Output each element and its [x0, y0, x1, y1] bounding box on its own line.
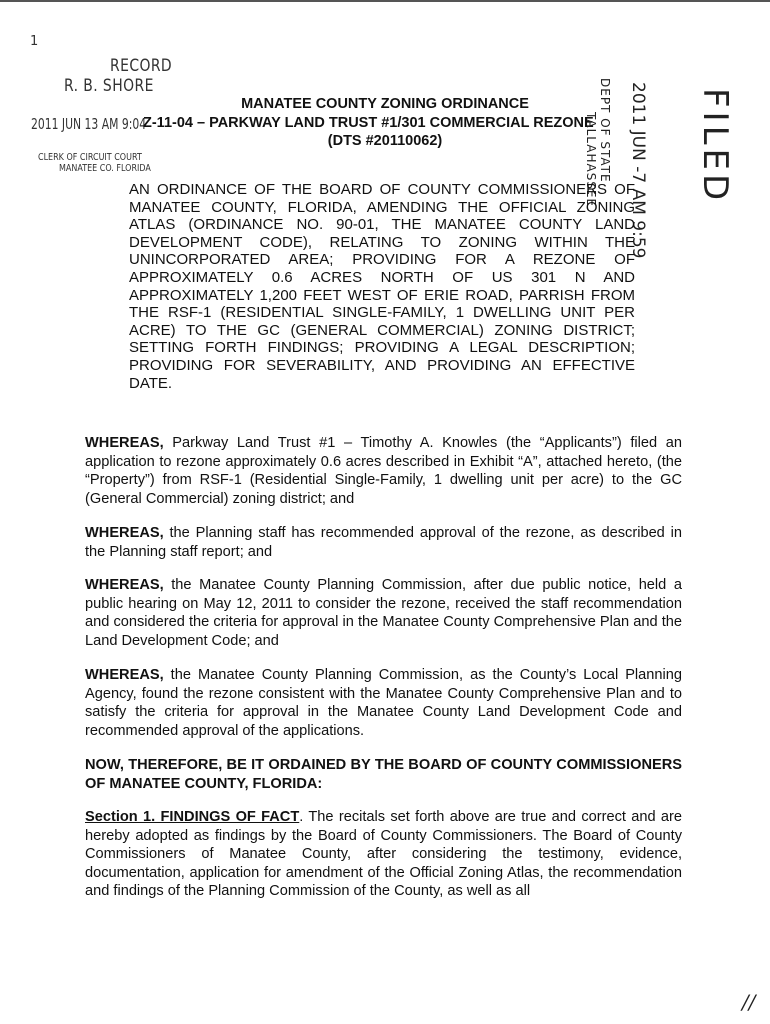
ordinance-title: MANATEE COUNTY ZONING ORDINANCE — [241, 96, 529, 112]
whereas-text: Parkway Land Trust #1 – Timothy A. Knowles (the “Applicants”) filed an application to rezone approximately 0.6 acres described in Exhibit “A”, attached hereto, (the “Property”) from RSF-1 (Residential Single-Family, 1 dwelling unit per acre) to the GC (General Commercial) zoning district; and — [85, 435, 682, 507]
whereas-paragraph-2 — [85, 524, 682, 561]
ordinance-number: Z-11-04 – PARKWAY LAND TRUST #1/301 COMMERCIAL REZONE — [143, 115, 594, 131]
whereas-paragraph-4 — [85, 666, 682, 740]
margin-mark: 1 — [30, 34, 39, 49]
whereas-lead: WHEREAS, — [85, 667, 164, 683]
clerk-court-stamp: CLERK OF CIRCUIT COURT — [38, 152, 142, 163]
dept-of-state-stamp: DEPT OF STATE — [598, 78, 612, 183]
whereas-text: the Planning staff has recommended approval of the rezone, as described in the Planning staff report; and — [85, 525, 682, 560]
page-top-edge — [0, 0, 770, 2]
dts-number: (DTS #20110062) — [327, 133, 443, 149]
whereas-lead: WHEREAS, — [85, 435, 164, 451]
filed-date-stamp: 2011 JUN -7 AM 9:59 — [628, 82, 648, 259]
ordinance-caption: AN ORDINANCE OF THE BOARD OF COUNTY COMMISSIONERS OF MANATEE COUNTY, FLORIDA, AMENDING THE OFFICIAL ZONING ATLAS (ORDINANCE NO. 90-01, THE MANATEE COUNTY LAND DEVELOPMENT CODE), RELATING TO ZONING WITHIN THE UNINCORPORATED AREA; PROVIDING FOR A REZONE OF APPROXIMATELY 0.6 ACRES NORTH OF US 301 N AND APPROXIMATELY 1,200 FEET WEST OF ERIE ROAD, PARRISH FROM THE RSF-1 (RESIDENTIAL SINGLE-FAMILY, 1 DWELLING UNIT PER ACRE) TO THE GC (GENERAL COMMERCIAL) ZONING DISTRICT; SETTING FORTH FINDINGS; PROVIDING A LEGAL DESCRIPTION; PROVIDING FOR SEVERABILITY, AND PROVIDING AN EFFECTIVE DATE. — [129, 181, 635, 392]
whereas-lead: WHEREAS, — [85, 525, 164, 541]
handwritten-page-mark: // — [742, 990, 756, 1014]
ordained-clause: NOW, THEREFORE, BE IT ORDAINED BY THE BOARD OF COUNTY COMMISSIONERS OF MANATEE COUNTY, FLORIDA: — [85, 757, 682, 792]
section-1-findings — [85, 808, 682, 901]
county-stamp: MANATEE CO. FLORIDA — [59, 163, 151, 174]
section-1-text: . The recitals set forth above are true and correct and are hereby adopted as findings by the Board of County Commissioners. The Board of County Commissioners of Manatee County, after considering the testimony, evidence, documentation, application for amendment of the Official Zoning Atlas, the recommendation and findings of the Planning Commission of the County, as well as all — [85, 809, 683, 900]
received-date-stamp: 2011 JUN 13 AM 9:04 — [31, 115, 147, 133]
whereas-paragraph-3 — [85, 576, 682, 650]
whereas-paragraph-1 — [85, 434, 682, 508]
section-1-heading: Section 1. FINDINGS OF FACT — [85, 809, 300, 825]
recorded-stamp-line: RECORD — [110, 56, 173, 76]
filed-stamp: FILED — [695, 88, 735, 205]
whereas-lead: WHEREAS, — [85, 577, 164, 593]
clerk-name-stamp: R. B. SHORE — [64, 76, 154, 96]
whereas-text: the Manatee County Planning Commission, as the County’s Local Planning Agency, found the rezone consistent with the Manatee County Comprehensive Plan and to satisfy the criteria for approval in the Manatee County Land Development Code and recommended approval of the applications. — [85, 667, 682, 739]
tallahassee-stamp: TALLAHASSEE — [584, 112, 598, 208]
whereas-text: the Manatee County Planning Commission, after due public notice, held a public hearing on May 12, 2011 to consider the rezone, received the staff recommendation and considered the criteria for approval in the Manatee County Comprehensive Plan and the Land Development Code; and — [85, 577, 682, 649]
